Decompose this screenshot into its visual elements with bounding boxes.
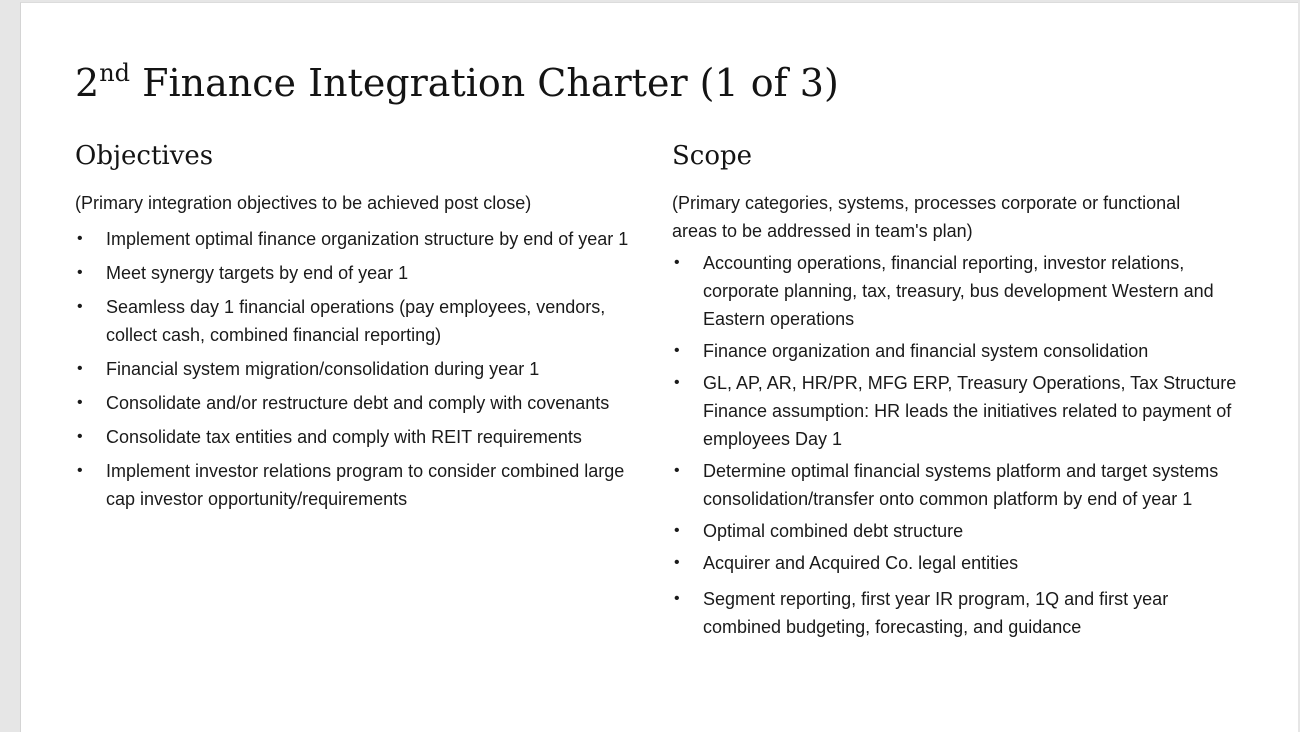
scope-subtitle: (Primary categories, systems, processes corporate or functional areas to be addressed in team's plan) <box>672 193 1181 241</box>
bullet-icon: • <box>77 360 83 377</box>
scope-list <box>672 249 1272 641</box>
list-item <box>672 249 1272 333</box>
list-item <box>672 517 1272 545</box>
list-item <box>672 585 1272 641</box>
scope-text: Segment reporting, first year IR program, 1Q and first year combined budgeting, forecasting, and guidance <box>703 589 1169 637</box>
title-prefix: 2 <box>75 61 100 105</box>
list-item <box>75 423 665 451</box>
objective-text: Consolidate and/or restructure debt and comply with covenants <box>106 393 610 413</box>
list-item <box>75 389 665 417</box>
bullet-icon: • <box>77 230 83 247</box>
list-item <box>672 337 1272 365</box>
objective-text: Seamless day 1 financial operations (pay employees, vendors, collect cash, combined financial reporting) <box>106 297 606 345</box>
list-item <box>672 549 1272 577</box>
bullet-icon: • <box>674 522 680 539</box>
list-item <box>75 457 665 513</box>
list-item <box>672 369 1272 453</box>
bullet-icon: • <box>674 462 680 479</box>
scope-text: Accounting operations, financial reporting, investor relations, corporate planning, tax, treasury, bus development Western and Eastern operations <box>703 253 1214 329</box>
objective-text: Consolidate tax entities and comply with REIT requirements <box>106 427 582 447</box>
scope-text: Finance organization and financial system consolidation <box>703 341 1149 361</box>
objectives-column <box>75 137 665 519</box>
list-item <box>75 225 665 253</box>
scope-column <box>672 137 1272 645</box>
objective-text: Financial system migration/consolidation during year 1 <box>106 359 540 379</box>
objective-text: Implement optimal finance organization structure by end of year 1 <box>106 229 629 249</box>
slide <box>20 2 1298 732</box>
bullet-icon: • <box>77 462 83 479</box>
bullet-icon: • <box>77 428 83 445</box>
objectives-list <box>75 225 665 513</box>
scope-text: Determine optimal financial systems platform and target systems consolidation/transfer onto common platform by end of year 1 <box>703 461 1219 509</box>
bullet-icon: • <box>77 394 83 411</box>
scope-text: GL, AP, AR, HR/PR, MFG ERP, Treasury Operations, Tax Structure Finance assumption: HR leads the initiatives related to payment of employees Day 1 <box>703 373 1237 449</box>
title-superscript: nd <box>99 59 131 88</box>
objective-text: Meet synergy targets by end of year 1 <box>106 263 409 283</box>
bullet-icon: • <box>674 554 680 571</box>
list-item <box>75 259 665 287</box>
scope-heading: Scope <box>672 141 753 171</box>
bullet-icon: • <box>674 374 680 391</box>
bullet-icon: • <box>674 254 680 271</box>
objective-text: Implement investor relations program to consider combined large cap investor opportunity/requirements <box>106 461 625 509</box>
bullet-icon: • <box>77 298 83 315</box>
list-item <box>75 293 665 349</box>
objectives-heading: Objectives <box>75 141 214 171</box>
list-item <box>672 457 1272 513</box>
bullet-icon: • <box>674 590 680 607</box>
scope-text: Optimal combined debt structure <box>703 521 964 541</box>
bullet-icon: • <box>77 264 83 281</box>
list-item <box>75 355 665 383</box>
scope-text: Acquirer and Acquired Co. legal entities <box>703 553 1019 573</box>
title-rest: Finance Integration Charter (1 of 3) <box>130 61 839 105</box>
page-title <box>75 55 839 111</box>
bullet-icon: • <box>674 342 680 359</box>
objectives-subtitle: (Primary integration objectives to be achieved post close) <box>75 193 532 213</box>
